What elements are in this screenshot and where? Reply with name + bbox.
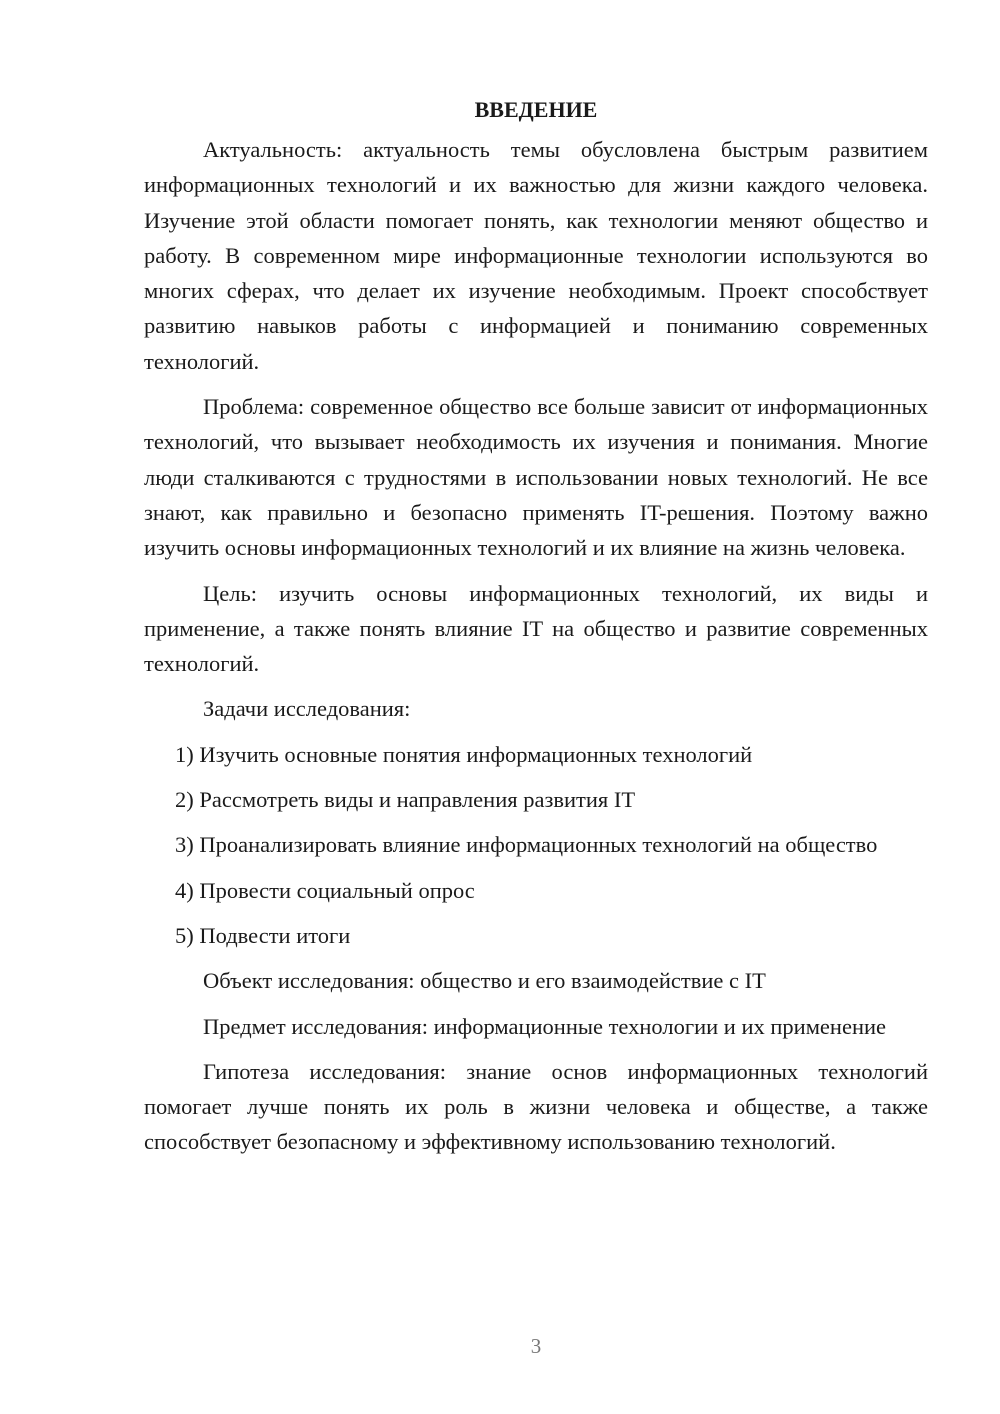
- document-body: [144, 92, 928, 1170]
- goal-paragraph: Цель: изучить основы информационных технологий, их виды и применение, а также понять влияние IT на общество и развитие современных технологий.: [144, 580, 928, 677]
- problem-paragraph: Проблема: современное общество все больше зависит от информационных технологий, что вызывает необходимость их изучения и понимания. Многие люди сталкиваются с трудностями в использовании новых технологий. Не все знают, как правильно и безопасно применять IT-решения. Поэтому важно изучить основы информационных технологий и их влияние на жизнь человека.: [144, 394, 928, 561]
- task-item: 2) Рассмотреть виды и направления развития IT: [175, 787, 636, 813]
- task-item: 5) Подвести итоги: [175, 922, 351, 948]
- task-item: 1) Изучить основные понятия информационных технологий: [175, 741, 753, 767]
- subject-paragraph: Предмет исследования: информационные технологии и их применение: [203, 1013, 887, 1039]
- hypothesis-paragraph: Гипотеза исследования: знание основ информационных технологий помогает лучше понять их роль в жизни человека и обществе, а также способствует безопасному и эффективному использованию технологий.: [144, 1058, 928, 1155]
- task-item: 4) Провести социальный опрос: [175, 877, 475, 903]
- object-paragraph: Объект исследования: общество и его взаимодействие с IT: [203, 968, 766, 994]
- relevance-paragraph: Актуальность: актуальность темы обусловлена быстрым развитием информационных технологий и их важностью для жизни каждого человека. Изучение этой области помогает понять, как технологии меняют общество и работу. В современном мире информационные технологии используются во многих сферах, что делает их изучение необходимым. Проект способствует развитию навыков работы с информацией и пониманию современных технологий.: [144, 137, 928, 374]
- task-item: 3) Проанализировать влияние информационных технологий на общество: [175, 832, 878, 858]
- page-number: 3: [530, 1334, 542, 1358]
- section-heading: ВВЕДЕНИЕ: [474, 97, 598, 122]
- tasks-title: Задачи исследования:: [203, 696, 411, 722]
